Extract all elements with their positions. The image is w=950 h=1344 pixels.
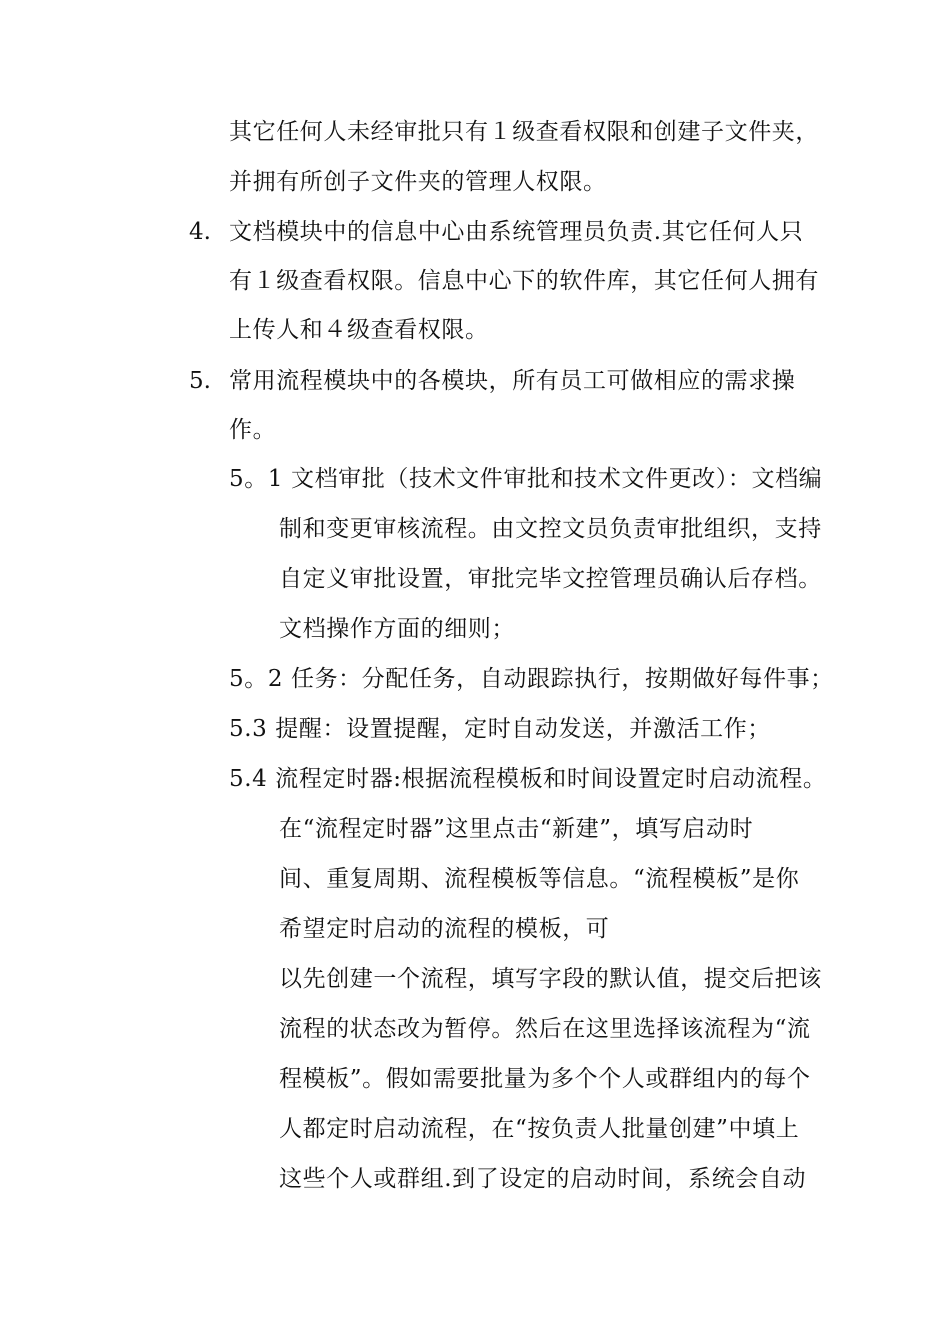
- sub-5-1-line-3: 自定义审批设置，审批完毕文控管理员确认后存档。: [279, 566, 822, 592]
- item-4-line-2: 有１级查看权限。信息中心下的软件库，其它任何人拥有: [229, 268, 819, 294]
- item-4-number: 4.: [189, 219, 211, 245]
- sub-5-4-line-7: 程模板”。假如需要批量为多个个人或群组内的每个: [279, 1066, 811, 1092]
- sub-5-2-line-1: 5。2 任务：分配任务，自动跟踪执行，按期做好每件事；: [229, 666, 834, 692]
- item-4-line-3: 上传人和４级查看权限。: [229, 317, 489, 343]
- sub-5-4-line-5: 以先创建一个流程，填写字段的默认值，提交后把该: [279, 966, 822, 992]
- item-5-number: 5.: [189, 368, 211, 394]
- sub-5-4-line-2: 在“流程定时器”这里点击“新建”，填写启动时: [279, 816, 754, 842]
- item-4-line-1: 文档模块中的信息中心由系统管理员负责.其它任何人只: [229, 219, 804, 245]
- sub-5-4-line-8: 人都定时启动流程，在“按负责人批量创建”中填上: [279, 1116, 800, 1142]
- sub-5-4-line-9: 这些个人或群组.到了设定的启动时间，系统会自动: [279, 1166, 807, 1192]
- sub-5-3-line-1: 5.3 提醒：设置提醒，定时自动发送，并激活工作；: [229, 716, 771, 742]
- sub-5-4-line-4: 希望定时启动的流程的模板，可: [279, 916, 610, 942]
- item-5-line-2: 作。: [229, 417, 277, 443]
- intro-line-1: 其它任何人未经审批只有１级查看权限和创建子文件夹，: [229, 119, 819, 145]
- sub-5-1-line-4: 文档操作方面的细则；: [279, 616, 515, 642]
- intro-line-2: 并拥有所创子文件夹的管理人权限。: [229, 169, 607, 195]
- item-5-line-1: 常用流程模块中的各模块，所有员工可做相应的需求操: [229, 368, 796, 394]
- sub-5-4-line-6: 流程的状态改为暂停。然后在这里选择该流程为“流: [279, 1016, 811, 1042]
- sub-5-4-line-1: 5.4 流程定时器:根据流程模板和时间设置定时启动流程。: [229, 766, 827, 792]
- sub-5-1-line-1: 5。1 文档审批（技术文件审批和技术文件更改）：文档编: [229, 466, 823, 492]
- sub-5-1-line-2: 制和变更审核流程。由文控文员负责审批组织，支持: [279, 516, 822, 542]
- sub-5-4-line-3: 间、重复周期、流程模板等信息。“流程模板”是你: [279, 866, 800, 892]
